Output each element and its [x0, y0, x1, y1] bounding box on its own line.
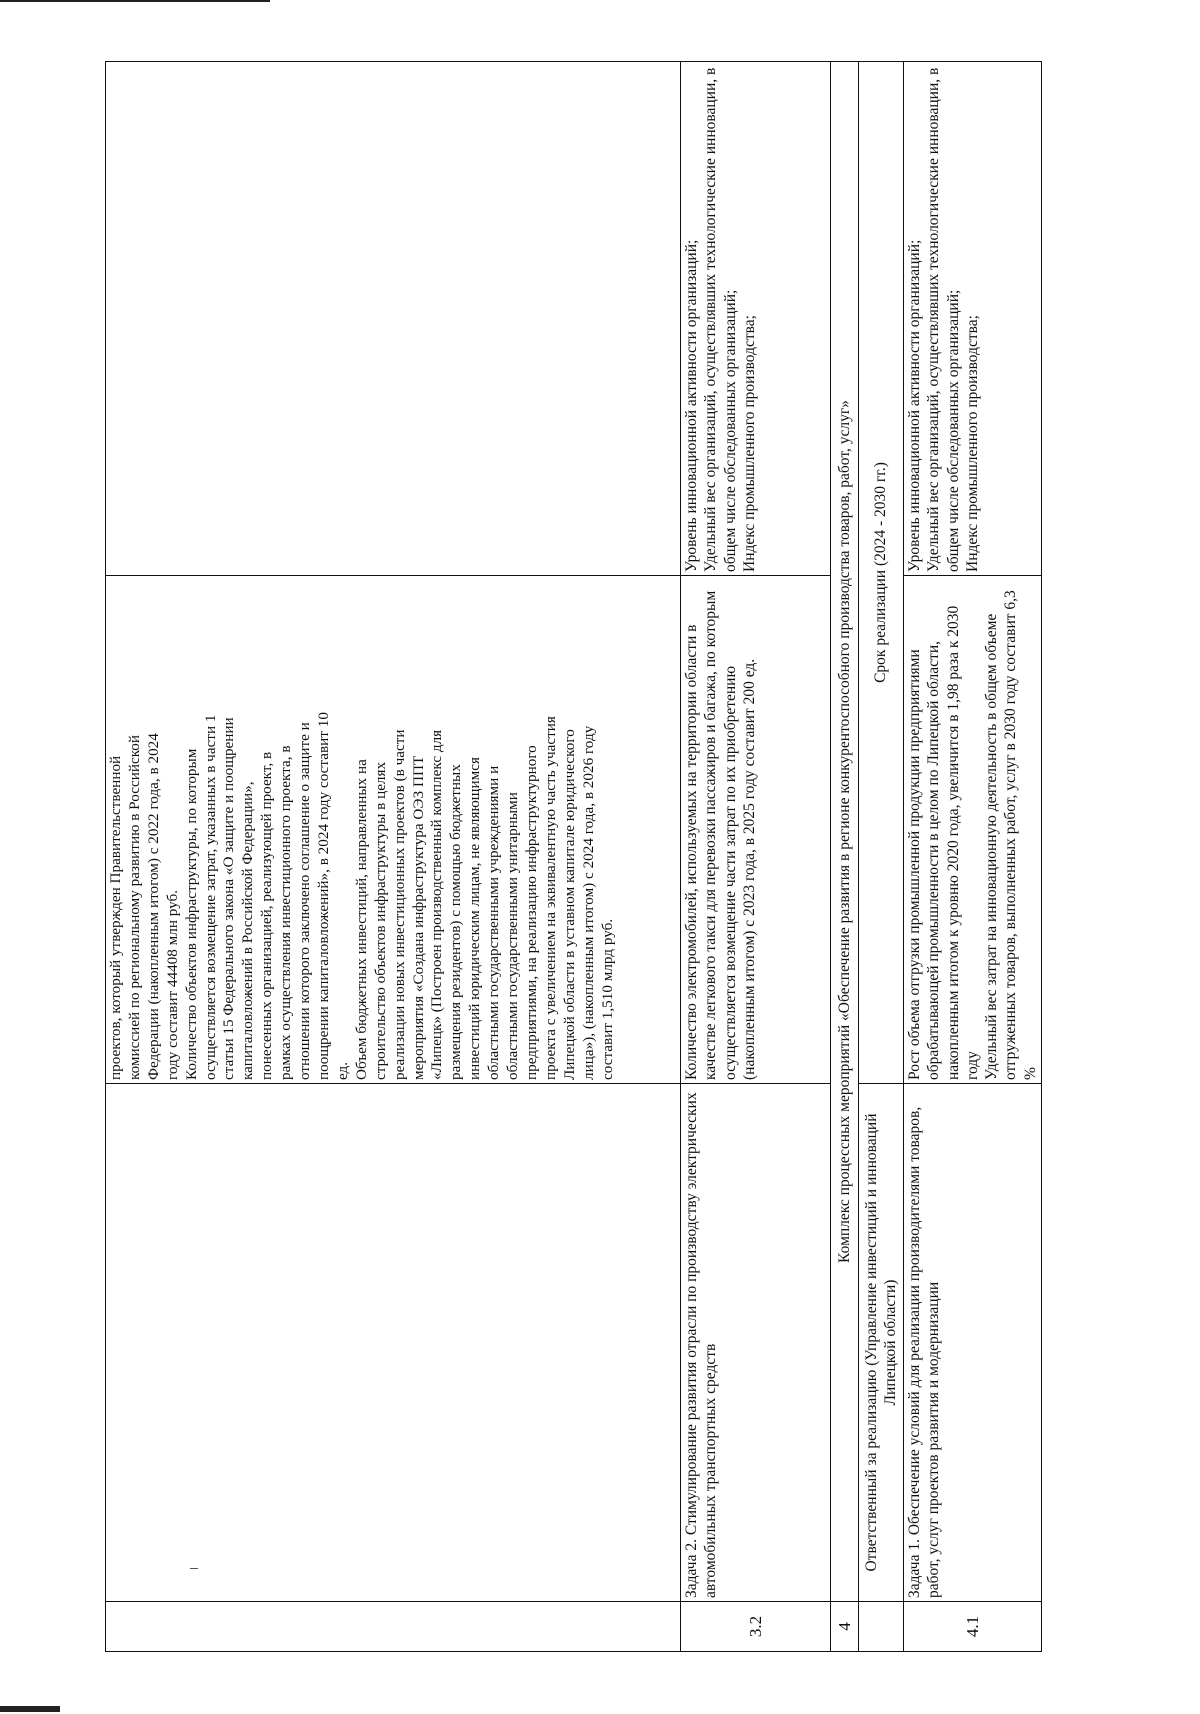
indicator-cell — [106, 62, 681, 576]
result-line: «Липецк» (Построен производственный комплекс для — [428, 729, 446, 1080]
row-number-cell — [859, 1602, 904, 1652]
result-line: областными государственными унитарными — [504, 792, 522, 1080]
result-line: проекта с увеличением на эквивалентную часть участия — [541, 716, 559, 1080]
indicator-item: Уровень инновационной активности организаций; — [683, 239, 700, 572]
result-line: статьи 15 Федерального закона «О защите и поощрении — [220, 717, 238, 1080]
result-line: ед. — [333, 1061, 351, 1080]
row-number: 4.1 — [904, 1602, 1042, 1652]
result-line: рамках осуществления инвестиционного проекта, в — [277, 745, 295, 1080]
indicator-list — [681, 62, 831, 576]
term-text: Срок реализации (2024 - 2030 гг.) — [859, 62, 904, 1084]
indicator-list — [904, 62, 1042, 576]
row-number-cell — [106, 1602, 681, 1652]
result-line: строительство объектов инфраструктуры в целях — [371, 761, 389, 1080]
result-line: капиталовложений в Российской Федерации», — [239, 781, 257, 1080]
result-line: Федерации (накопленным итогом) с 2022 года, в 2024 — [144, 733, 162, 1080]
section-header-row — [831, 62, 859, 1652]
task-text: Задача 1. Обеспечение условий для реализации производителями товаров, работ, услуг проектов развития и модернизации — [904, 1084, 1042, 1602]
result-line: Объем бюджетных инвестиций, направленных на — [352, 759, 370, 1080]
result-line: предприятиями, на реализацию инфраструктурного — [522, 745, 540, 1080]
result-text: Количество электромобилей, используемых на территории области в качестве легкового такси для перевозки пассажиров и багажа, по которым осуществляется возмещение части затрат по их приобретению (накопленным итогом) с 2023 года, в 2025 году составит 200 ед. — [681, 576, 831, 1084]
result-line: областными государственными учреждениями и — [485, 765, 503, 1080]
result-line: проектов, который утвержден Правительственной — [107, 755, 124, 1080]
result-line: Липецкой области в уставном капитале юридического — [560, 729, 578, 1080]
table-row-continued — [106, 62, 681, 1652]
result-line: Количество объектов инфраструктуры, по которым — [182, 748, 200, 1080]
indicator-item: Индекс промышленного производства; — [963, 315, 981, 572]
result-line: размещения резидентов) с помощью бюджетных — [447, 764, 465, 1080]
result-line: поощрении капиталовложений», в 2024 году составит 10 — [314, 712, 332, 1080]
responsible-row — [859, 62, 904, 1652]
result-line: лица»), (накопленным итогом) с 2024 года, в 2026 году — [579, 725, 597, 1080]
result-text — [107, 579, 617, 1080]
section-number: 4 — [831, 1602, 859, 1652]
result-cell — [106, 576, 681, 1084]
indicator-item: Индекс промышленного производства; — [740, 315, 758, 572]
result-line: комиссией по региональному развитию в Российской — [125, 734, 143, 1080]
result-line: инвестиций юридическим лицам, не являющимся — [466, 757, 484, 1080]
result-line: реализации новых инвестиционных проектов (в части — [390, 729, 408, 1080]
task-text: Задача 2. Стимулирование развития отрасли по производству электрических автомобильных транспортных средств — [681, 1084, 831, 1602]
table-row — [904, 62, 1042, 1652]
indicator-item: Уровень инновационной активности организаций; — [906, 239, 923, 572]
result-line: мероприятия «Создана инфраструктура ОЭЗ ППТ — [409, 755, 427, 1080]
scan-edge-mark — [0, 1706, 60, 1712]
result-line: году составит 44408 млн руб. — [163, 889, 181, 1080]
section-title: Комплекс процессных мероприятий «Обеспечение развития в регионе конкурентоспособного производства товаров, работ, услуг» — [831, 62, 859, 1602]
indicator-item: Удельный вес организаций, осуществлявших технологические инновации, в общем числе обследованных организаций; — [702, 67, 739, 572]
indicator-item: Удельный вес организаций, осуществлявших технологические инновации, в общем числе обследованных организаций; — [925, 67, 962, 572]
result-line: понесенных организацией, реализующей проект, в — [258, 751, 276, 1080]
result-line: составит 1,510 млрд руб. — [598, 918, 616, 1080]
task-cell — [106, 1084, 681, 1602]
result-item: Рост объема отгрузки промышленной продукции предприятиями обрабатывающей промышленности в целом по Липецкой области, накопленным итогом к уровню 2020 года, увеличится в 1,98 раза к 2030 году — [906, 605, 981, 1080]
rotated-table-page — [105, 62, 1039, 1652]
program-structure-table — [105, 61, 1042, 1652]
result-item: Удельный вес затрат на инновационную деятельность в общем объеме отгруженных товаров, выполненных работ, услуг в 2030 году составит 6,3 % — [983, 590, 1039, 1080]
result-line: отношении которого заключено соглашение о защите и — [296, 722, 314, 1080]
table-row — [681, 62, 831, 1652]
result-list — [904, 576, 1042, 1084]
result-line: осуществляется возмещение затрат, указанных в части 1 — [201, 714, 219, 1080]
row-number: 3.2 — [681, 1602, 831, 1652]
scan-edge-line — [0, 0, 270, 2]
responsible-text: Ответственный за реализацию (Управление инвестиций и инноваций Липецкой области) — [859, 1084, 904, 1602]
